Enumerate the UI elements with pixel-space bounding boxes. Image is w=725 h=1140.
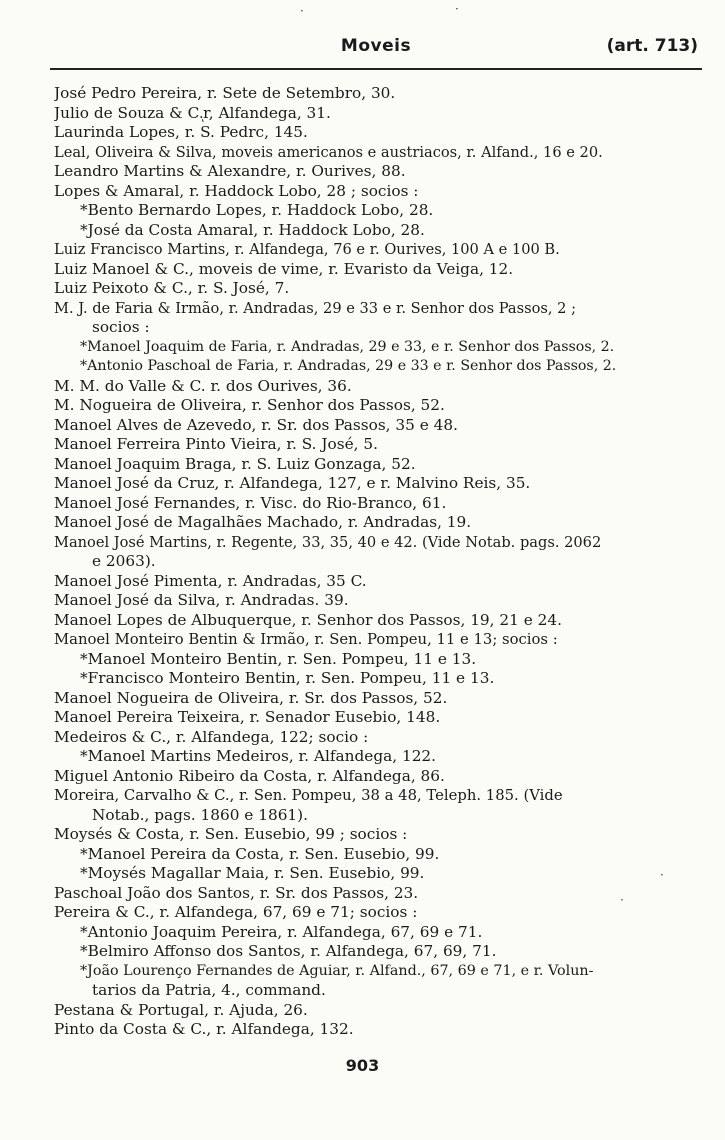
partner-entry: *Bento Bernardo Lopes, r. Haddock Lobo, 28.: [80, 201, 434, 219]
partner-entry: *José da Costa Amaral, r. Haddock Lobo, 28.: [80, 220, 425, 239]
partner-entry: *Antonio Joaquim Pereira, r. Alfandega, 67, 69 e 71.: [80, 922, 483, 941]
partner-entry: *Manoel Martins Medeiros, r. Alfandega, 122.: [80, 747, 437, 765]
entry: Pinto da Costa & C., r. Alfandega, 132.: [54, 1020, 354, 1038]
entry: Luiz Peixoto & C., r. S. José, 7.: [54, 279, 290, 297]
entry-continuation: e 2063).: [92, 552, 156, 570]
entry: Manoel Alves de Azevedo, r. Sr. dos Passos, 35 e 48.: [54, 415, 458, 434]
entry: Leandro Martins & Alexandre, r. Ourives, 88.: [54, 162, 406, 180]
entry: M. M. do Valle & C. r. dos Ourives, 36.: [54, 376, 352, 395]
entry: Moysés & Costa, r. Sen. Eusebio, 99 ; socios :: [54, 825, 408, 843]
header-rule: [50, 68, 702, 70]
entry: Lopes & Amaral, r. Haddock Lobo, 28 ; socios :: [54, 181, 419, 200]
partner-entry: *Moysés Magallar Maia, r. Sen. Eusebio, 99.: [80, 864, 425, 882]
entry: Moreira, Carvalho & C., r. Sen. Pompeu, 38 a 48, Teleph. 185. (Vide: [54, 787, 563, 804]
entry-continuation: Notab., pags. 1860 e 1861).: [92, 805, 308, 824]
entry-continuation: socios :: [92, 318, 150, 336]
entry: Manoel José Pimenta, r. Andradas, 35 C.: [54, 571, 367, 590]
entry: Manoel José Fernandes, r. Visc. do Rio-Branco, 61.: [54, 493, 447, 512]
entry: Pereira & C., r. Alfandega, 67, 69 e 71; socios :: [54, 903, 418, 921]
entry: Manoel José da Silva, r. Andradas. 39.: [54, 591, 349, 609]
entry: Laurinda Lopes, r. S. Pedrc, 145.: [54, 123, 308, 141]
entry-continuation: tarios da Patria, 4., command.: [92, 981, 326, 999]
entry: Luiz Francisco Martins, r. Alfandega, 76 e r. Ourives, 100 A e 100 B.: [54, 241, 560, 258]
print-speck: ·: [620, 893, 624, 907]
partner-entry: *Francisco Monteiro Bentin, r. Sen. Pompeu, 11 e 13.: [80, 669, 495, 687]
entry: Luiz Manoel & C., moveis de vime, r. Evaristo da Veiga, 12.: [54, 259, 514, 278]
page-number: 903: [345, 1056, 380, 1075]
partner-entry: *Manoel Joaquim de Faria, r. Andradas, 29 e 33, e r. Senhor dos Passos, 2.: [80, 338, 615, 355]
entry: M. J. de Faria & Irmão, r. Andradas, 29 e 33 e r. Senhor dos Passos, 2 ;: [54, 299, 576, 317]
entry: Manoel Lopes de Albuquerque, r. Senhor dos Passos, 19, 21 e 24.: [54, 610, 562, 629]
entry: Julio de Souza & C.ͅr, Alfandega, 31.: [54, 103, 331, 122]
entry: Manoel Ferreira Pinto Vieira, r. S. José, 5.: [54, 435, 378, 453]
print-speck: ·: [455, 2, 459, 16]
partner-entry: *Antonio Paschoal de Faria, r. Andradas, 29 e 33 e r. Senhor dos Passos, 2.: [80, 358, 617, 374]
entry: Manoel Joaquim Braga, r. S. Luiz Gonzaga, 52.: [54, 454, 416, 473]
entry: José Pedro Pereira, r. Sete de Setembro, 30.: [54, 84, 396, 102]
entry: Leal, Oliveira & Silva, moveis americanos e austriacos, r. Alfand., 16 e 20.: [54, 143, 603, 161]
entry: Manoel José Martins, r. Regente, 33, 35, 40 e 42. (Vide Notab. pags. 2062: [54, 533, 602, 551]
entry: Paschoal João dos Santos, r. Sr. dos Passos, 23.: [54, 883, 419, 902]
entry: Manoel José de Magalhães Machado, r. Andradas, 19.: [54, 513, 472, 531]
entry: Manoel Nogueira de Oliveira, r. Sr. dos Passos, 52.: [54, 688, 448, 707]
directory-entries: [54, 84, 694, 1040]
print-speck: ·: [300, 4, 304, 18]
partner-entry: *Manoel Pereira da Costa, r. Sen. Eusebio, 99.: [80, 844, 440, 863]
entry: Pestana & Portugal, r. Ajuda, 26.: [54, 1000, 308, 1019]
entry: Manoel Monteiro Bentin & Irmão, r. Sen. Pompeu, 11 e 13; socios :: [54, 631, 558, 648]
partner-entry: *Manoel Monteiro Bentin, r. Sen. Pompeu, 11 e 13.: [80, 649, 477, 668]
entry: Manoel José da Cruz, r. Alfandega, 127, e r. Malvino Reis, 35.: [54, 474, 531, 492]
partner-entry: *João Lourenço Fernandes de Aguiar, r. Alfand., 67, 69 e 71, e r. Volun-: [80, 962, 594, 979]
entry: Medeiros & C., r. Alfandega, 122; socio :: [54, 727, 369, 746]
partner-entry: *Belmiro Affonso dos Santos, r. Alfandega, 67, 69, 71.: [80, 942, 497, 960]
print-speck: ·: [660, 868, 664, 882]
article-reference: (art. 713): [606, 36, 698, 56]
entry: Miguel Antonio Ribeiro da Costa, r. Alfandega, 86.: [54, 766, 445, 785]
entry: M. Nogueira de Oliveira, r. Senhor dos Passos, 52.: [54, 396, 445, 414]
page-header: [54, 36, 698, 66]
section-title: Moveis: [340, 36, 412, 56]
entry: Manoel Pereira Teixeira, r. Senador Eusebio, 148.: [54, 708, 441, 726]
